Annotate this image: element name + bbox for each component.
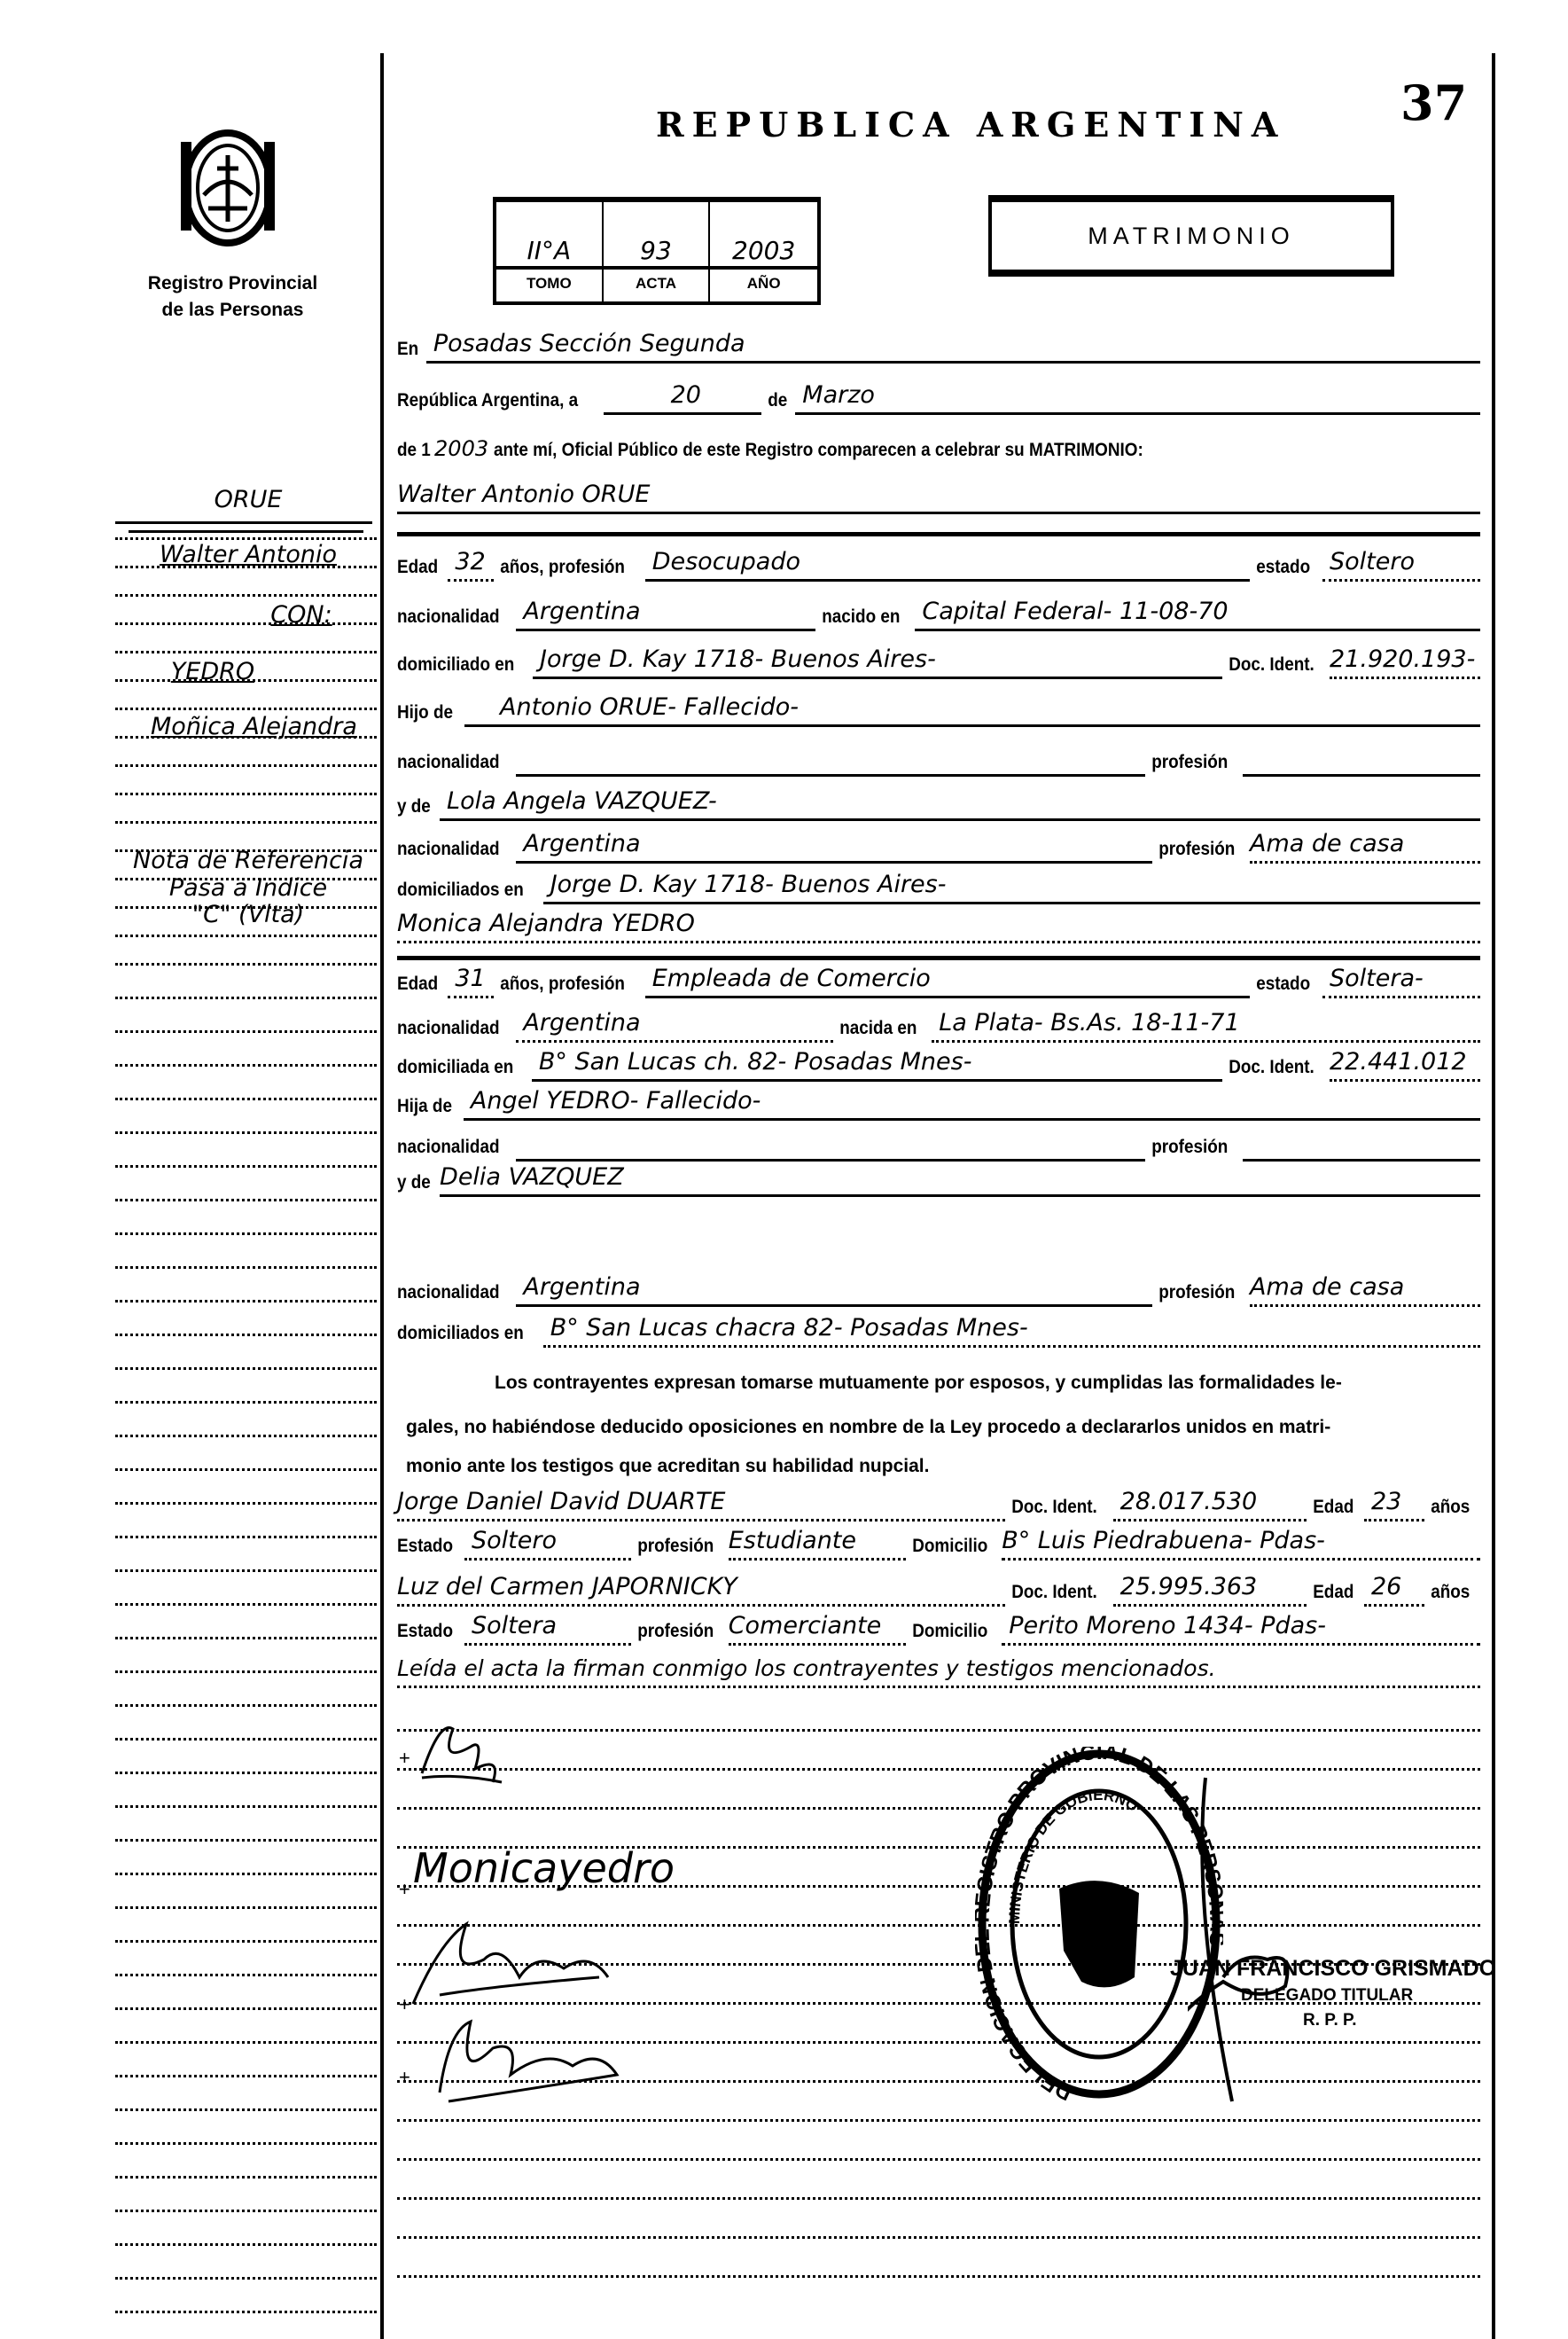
republic-label: República Argentina, a xyxy=(397,390,579,411)
form-row xyxy=(397,963,1480,998)
nacionalidad-label: nacionalidad xyxy=(397,1282,500,1302)
bride-parents-address-field[interactable]: B° San Lucas chacra 82- Posadas Mnes- xyxy=(543,1311,1480,1348)
document-type: MATRIMONIO xyxy=(1088,222,1295,249)
year-prefix-label: de 1 xyxy=(397,440,431,460)
ruled-line xyxy=(397,2236,1480,2239)
ano-label: AÑO xyxy=(746,275,781,292)
margin-ruled-line xyxy=(115,1637,377,1639)
official-name: JUAN FRANCISCO GRISMADO xyxy=(1170,1956,1497,1981)
margin-ruled-line xyxy=(115,1536,377,1538)
witness2-age-field[interactable]: 26 xyxy=(1364,1570,1424,1607)
witness1-profession-field[interactable]: Estudiante xyxy=(729,1524,906,1561)
ruled-line xyxy=(397,2158,1480,2161)
margin-surname-groom: ORUE xyxy=(214,486,283,513)
form-row xyxy=(397,596,1480,631)
margin-ruled-line xyxy=(115,1435,377,1437)
bride-father-field[interactable]: Angel YEDRO- Fallecido- xyxy=(464,1084,1480,1121)
margin-ruled-line xyxy=(115,1468,377,1471)
registry-name: Registro Provincial xyxy=(147,273,318,293)
margin-ruled-line xyxy=(115,1131,377,1134)
bride-name-field[interactable]: Monica Alejandra YEDRO xyxy=(397,907,1480,943)
margin-ruled-line xyxy=(115,1805,377,1808)
profesion-label: años, profesión xyxy=(500,557,626,577)
document-type-box xyxy=(988,195,1394,277)
month-field[interactable]: Marzo xyxy=(795,379,1480,415)
tomo-value: II°A xyxy=(496,202,604,270)
bride-signature: Monicayedro xyxy=(413,1844,675,1892)
margin-ruled-line xyxy=(115,1603,377,1606)
anos-label: años xyxy=(1431,1582,1470,1602)
form-row xyxy=(397,328,1480,364)
registry-name-line2: de las Personas xyxy=(161,300,304,320)
profesion-label: profesión xyxy=(1158,839,1236,859)
margin-ruled-line xyxy=(115,2243,377,2246)
groom-mother-nationality-field[interactable]: Argentina xyxy=(516,827,1152,864)
groom-address-field[interactable]: Jorge D. Kay 1718- Buenos Aires- xyxy=(533,643,1222,679)
form-row xyxy=(397,1046,1480,1082)
margin-divider xyxy=(129,530,363,533)
margin-ruled-line xyxy=(115,963,377,966)
signature-area xyxy=(386,1711,706,2128)
signature-scribbles-icon xyxy=(386,1711,706,2128)
form-row xyxy=(397,1085,1480,1121)
margin-ruled-line xyxy=(115,793,377,795)
groom-nationality-field[interactable]: Argentina xyxy=(516,595,815,631)
groom-mother-profession-field[interactable]: Ama de casa xyxy=(1250,827,1480,864)
margin-ruled-line xyxy=(115,1940,377,1943)
groom-age-field[interactable]: 32 xyxy=(448,545,494,582)
margin-given-groom: Walter Antonio xyxy=(160,541,337,568)
margin-ruled-line xyxy=(115,537,377,540)
form-row xyxy=(397,1007,1480,1043)
groom-name-field[interactable]: Walter Antonio ORUE xyxy=(397,478,1480,514)
svg-text:DELEGACION DEL REGISTRO PROVIN: DELEGACION ISTRO PROVINCIAL DE LAS PERS xyxy=(975,1747,1223,2101)
margin-ruled-line xyxy=(115,1401,377,1404)
groom-mother-field[interactable]: Lola Angela VAZQUEZ- xyxy=(440,785,1480,821)
groom-status-field[interactable]: Soltero xyxy=(1322,545,1480,582)
profesion-label: profesión xyxy=(1151,1137,1229,1157)
edad-label: Edad xyxy=(1312,1582,1354,1602)
acta-value: 93 xyxy=(604,202,711,270)
place-field[interactable]: Posadas Sección Segunda xyxy=(426,327,1480,364)
margin-ruled-line xyxy=(115,1974,377,1976)
witness2-doc-field[interactable]: 25.995.363 xyxy=(1113,1570,1307,1607)
closing-statement: Leída el acta la firman conmigo los contrayentes y testigos mencionados. xyxy=(397,1652,1480,1688)
margin-divider xyxy=(115,521,372,524)
province-emblem-icon xyxy=(168,124,288,253)
bride-profession-field[interactable]: Empleada de Comercio xyxy=(645,962,1251,998)
tomo-label: TOMO xyxy=(496,270,604,301)
margin-ruled-line xyxy=(115,1772,377,1774)
margin-ruled-line xyxy=(115,2041,377,2044)
domicilio-label: domiciliada en xyxy=(397,1057,514,1077)
margin-ruled-line xyxy=(115,1300,377,1302)
groom-birth-field[interactable]: Capital Federal- 11-08-70 xyxy=(915,595,1480,631)
profesion-label: profesión xyxy=(1151,752,1229,772)
day-field[interactable]: 20 xyxy=(604,379,761,415)
margin-ruled-line xyxy=(115,997,377,999)
divider xyxy=(397,956,1480,960)
witness2-name-field[interactable]: Luz del Carmen JAPORNICKY xyxy=(397,1570,1005,1607)
anos-label: años xyxy=(1431,1497,1470,1517)
margin-ruled-line xyxy=(115,1839,377,1842)
witness2-profession-field[interactable]: Comerciante xyxy=(729,1609,906,1646)
official-signature-icon xyxy=(1188,1773,1294,2115)
form-row xyxy=(397,1312,1480,1348)
margin-ruled-line xyxy=(115,2176,377,2179)
nacida-label: nacida en xyxy=(839,1018,917,1038)
edad-label: Edad xyxy=(397,974,439,994)
bride-mother-profession-field[interactable]: Ama de casa xyxy=(1250,1271,1480,1307)
groom-parents-address-field[interactable]: Jorge D. Kay 1718- Buenos Aires- xyxy=(543,868,1480,904)
page-number: 37 xyxy=(1400,74,1468,131)
svg-text:+: + xyxy=(399,2066,410,2088)
doc-label: Doc. Ident. xyxy=(1228,1057,1314,1077)
doc-label: Doc. Ident. xyxy=(1011,1582,1098,1602)
legal-text-line1: Los contrayentes expresan tomarse mutuamente por esposos, y cumplidas las formalidades le- xyxy=(495,1373,1342,1393)
nacionalidad-label: nacionalidad xyxy=(397,839,500,859)
bride-mother-field[interactable]: Delia VAZQUEZ xyxy=(440,1161,1480,1197)
margin-ruled-line xyxy=(115,2142,377,2145)
margin-ruled-line xyxy=(115,594,377,597)
form-row xyxy=(397,1271,1480,1307)
page-title: REPUBLICA ARGENTINA xyxy=(656,105,1286,145)
form-row xyxy=(397,1162,1480,1197)
witness1-age-field[interactable]: 23 xyxy=(1364,1485,1424,1522)
form-row xyxy=(397,1525,1480,1561)
margin-note-back: "C" (Vlta) xyxy=(191,901,305,928)
margin-ruled-line xyxy=(115,1334,377,1336)
profesion-label: profesión xyxy=(637,1621,714,1641)
legal-text-line2: gales, no habiéndose deducido oposiciones en nombre de la Ley procedo a declararlos unidos en matri- xyxy=(406,1417,1331,1437)
form-row xyxy=(397,908,1480,943)
nacionalidad-label: nacionalidad xyxy=(397,1137,500,1157)
form-row xyxy=(397,1486,1480,1522)
margin-ruled-line xyxy=(115,679,377,682)
groom-doc-field[interactable]: 21.920.193- xyxy=(1330,643,1480,679)
margin-ruled-line xyxy=(115,2108,377,2111)
margin-ruled-line xyxy=(115,764,377,767)
witness2-address-field[interactable]: Perito Moreno 1434- Pdas- xyxy=(1002,1609,1480,1646)
bride-doc-field[interactable]: 22.441.012 xyxy=(1330,1045,1480,1082)
margin-ruled-line xyxy=(115,1569,377,1572)
estado-label: estado xyxy=(1256,974,1311,994)
bride-mother-nationality-field[interactable]: Argentina xyxy=(516,1271,1152,1307)
form-row xyxy=(397,546,1480,582)
margin-ruled-line xyxy=(115,1098,377,1100)
margin-ruled-line xyxy=(115,935,377,937)
edad-label: Edad xyxy=(397,557,439,577)
margin-ruled-line xyxy=(115,821,377,824)
margin-ruled-line xyxy=(115,1670,377,1673)
divider xyxy=(397,532,1480,536)
form-row xyxy=(397,1126,1480,1162)
groom-father-field[interactable]: Antonio ORUE- Fallecido- xyxy=(464,691,1480,727)
witness1-status-field[interactable]: Soltero xyxy=(464,1524,631,1561)
margin-given-bride: Moñica Alejandra xyxy=(151,713,357,740)
bride-status-field[interactable]: Soltera- xyxy=(1322,962,1480,998)
witness1-doc-field[interactable]: 28.017.530 xyxy=(1113,1485,1307,1522)
margin-ruled-line xyxy=(115,1266,377,1269)
hijo-label: Hijo de xyxy=(397,702,454,723)
right-border-line xyxy=(1492,53,1495,2339)
form-row xyxy=(397,429,1480,465)
form-row xyxy=(397,828,1480,864)
groom-father-nationality-field[interactable] xyxy=(516,740,1145,777)
ruled-line xyxy=(397,2197,1480,2200)
groom-profession-field[interactable]: Desocupado xyxy=(645,545,1251,582)
profesion-label: profesión xyxy=(1158,1282,1236,1302)
form-row xyxy=(397,786,1480,821)
form-row xyxy=(397,741,1480,777)
margin-ruled-line xyxy=(115,1704,377,1707)
bride-father-profession-field[interactable] xyxy=(1243,1125,1480,1162)
margin-ruled-line xyxy=(115,651,377,653)
margin-ruled-line xyxy=(115,566,377,568)
hija-label: Hija de xyxy=(397,1096,452,1116)
margin-ruled-line xyxy=(115,1199,377,1201)
bride-father-nationality-field[interactable] xyxy=(516,1125,1145,1162)
estado-label: Estado xyxy=(397,1536,454,1556)
margin-ruled-line xyxy=(115,2277,377,2280)
margin-ruled-line xyxy=(115,1367,377,1370)
margin-ruled-line xyxy=(115,1064,377,1067)
y-de-label: y de xyxy=(397,796,431,817)
acta-label: ACTA xyxy=(604,270,711,301)
margin-ruled-line xyxy=(115,878,377,880)
de-label: de xyxy=(767,390,788,411)
form-row xyxy=(397,869,1480,904)
margin-ruled-line xyxy=(115,1738,377,1741)
edad-label: Edad xyxy=(1312,1497,1354,1517)
svg-text:+: + xyxy=(399,1878,410,1900)
margin-ruled-line xyxy=(115,2210,377,2212)
svg-text:+: + xyxy=(399,1747,410,1769)
margin-ruled-line xyxy=(115,708,377,710)
margin-surname-bride: YEDRO xyxy=(170,658,255,685)
margin-ruled-line xyxy=(115,1232,377,1235)
form-row xyxy=(397,1571,1480,1607)
margin-ruled-line xyxy=(115,1906,377,1909)
form-row xyxy=(397,379,1480,415)
form-row xyxy=(397,692,1480,727)
official-title: DELEGADO TITULAR xyxy=(1241,1986,1414,2005)
witness2-status-field[interactable]: Soltera xyxy=(464,1609,631,1646)
domiciliados-label: domiciliados en xyxy=(397,880,524,900)
legal-text-line3: monio ante los testigos que acreditan su habilidad nupcial. xyxy=(406,1456,930,1476)
margin-ruled-line xyxy=(115,1502,377,1505)
groom-father-profession-field[interactable] xyxy=(1243,740,1480,777)
nacionalidad-label: nacionalidad xyxy=(397,606,500,627)
bride-address-field[interactable]: B° San Lucas ch. 82- Posadas Mnes- xyxy=(532,1045,1222,1082)
witness1-address-field[interactable]: B° Luis Piedrabuena- Pdas- xyxy=(1002,1524,1480,1561)
domiciliados-label: domiciliados en xyxy=(397,1323,524,1343)
svg-text:MINISTERIO DE GOBIERNO: MINISTERIO DE GOBIERNO xyxy=(1005,1786,1142,1925)
official-office: R. P. P. xyxy=(1303,2011,1357,2030)
form-row xyxy=(397,479,1480,514)
nacionalidad-label: nacionalidad xyxy=(397,752,500,772)
estado-label: Estado xyxy=(397,1621,454,1641)
doc-label: Doc. Ident. xyxy=(1228,654,1314,675)
appearance-statement: ante mí, Oficial Público de este Registro comparecen a celebrar su MATRIMONIO: xyxy=(494,440,1143,460)
doc-label: Doc. Ident. xyxy=(1011,1497,1098,1517)
y-de-label: y de xyxy=(397,1172,431,1193)
svg-text:+: + xyxy=(399,1993,410,2015)
profesion-label: años, profesión xyxy=(500,974,626,994)
margin-ruled-line xyxy=(115,1165,377,1168)
left-border-line xyxy=(380,53,384,2339)
margin-ruled-line xyxy=(115,1030,377,1033)
en-label: En xyxy=(397,339,419,359)
form-row xyxy=(397,1653,1480,1688)
domicilio-label: domiciliado en xyxy=(397,654,515,675)
nacido-label: nacido en xyxy=(822,606,901,627)
margin-ruled-line xyxy=(115,2075,377,2077)
form-row xyxy=(397,644,1480,679)
form-row xyxy=(397,1610,1480,1646)
margin-ruled-line xyxy=(115,2311,377,2313)
margin-ruled-line xyxy=(115,906,377,909)
margin-ruled-line xyxy=(115,1873,377,1875)
domicilio-label: Domicilio xyxy=(911,1621,987,1641)
margin-ruled-line xyxy=(115,2007,377,2010)
margin-note-index: Pasa a Indice xyxy=(168,874,328,902)
official-stamp xyxy=(975,1747,1223,2101)
bride-nationality-field[interactable]: Argentina xyxy=(516,1006,833,1043)
domicilio-label: Domicilio xyxy=(911,1536,987,1556)
bride-age-field[interactable]: 31 xyxy=(448,962,494,998)
year-field[interactable]: 2003 xyxy=(434,436,489,461)
estado-label: estado xyxy=(1256,557,1311,577)
profesion-label: profesión xyxy=(637,1536,714,1556)
witness1-name-field[interactable]: Jorge Daniel David DUARTE xyxy=(397,1485,1005,1522)
record-number-box xyxy=(493,197,821,305)
bride-birth-field[interactable]: La Plata- Bs.As. 18-11-71 xyxy=(932,1006,1480,1043)
nacionalidad-label: nacionalidad xyxy=(397,1018,500,1038)
margin-ruled-line xyxy=(115,622,377,625)
margin-note-reference: Nota de Referencia xyxy=(133,847,363,874)
ruled-line xyxy=(397,2275,1480,2278)
ano-value: 2003 xyxy=(710,202,817,270)
margin-ruled-line xyxy=(115,849,377,852)
margin-ruled-line xyxy=(115,736,377,739)
margin-con: CON: xyxy=(270,601,332,629)
